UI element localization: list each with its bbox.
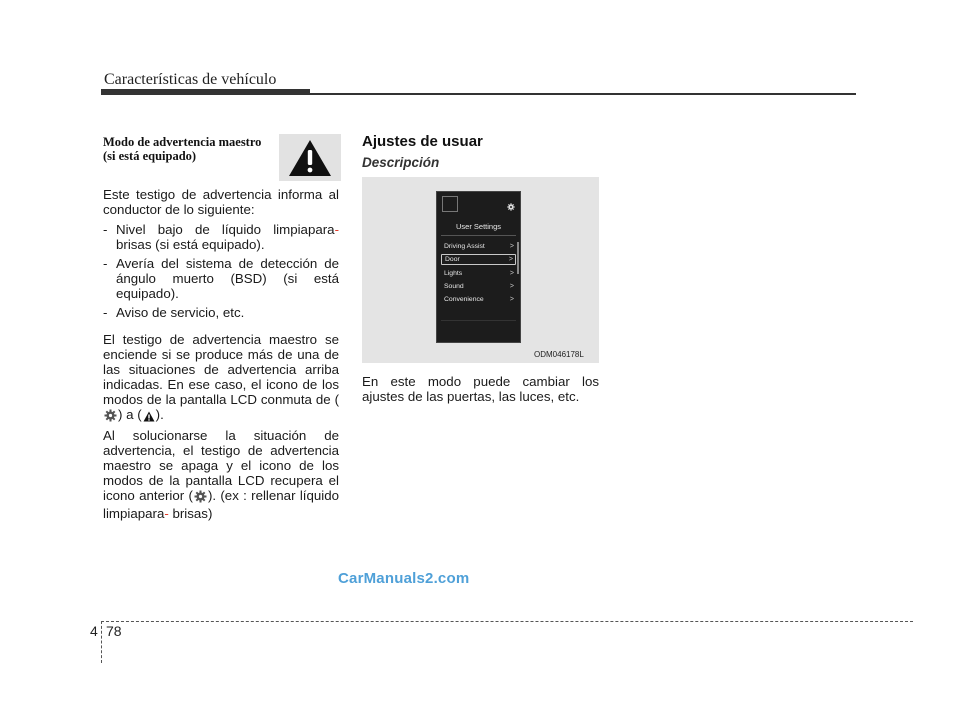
chevron-right-icon: > xyxy=(509,296,514,303)
chevron-right-icon: > xyxy=(509,270,514,277)
chevron-right-icon: > xyxy=(509,243,514,250)
gear-icon xyxy=(194,490,207,506)
gear-icon xyxy=(507,198,515,216)
menu-item-door[interactable]: Door > xyxy=(441,254,516,265)
paragraph-lcd-switch: El testigo de advertencia maestro se enciende si se produce más de una de las situaciones de advertencia arriba indicadas. En ese caso, el icono de los modos de la pantalla LCD conmuta de () a ( ). xyxy=(103,332,339,425)
page-header-title: Características de vehículo xyxy=(104,71,277,88)
gear-icon xyxy=(104,409,117,425)
menu-item-sound[interactable]: Sound > xyxy=(444,283,514,290)
master-warning-illustration xyxy=(279,134,341,181)
header-rule-thick xyxy=(101,89,310,95)
screen-bottom-divider xyxy=(441,320,516,321)
list-item: - Aviso de servicio, etc. xyxy=(103,305,245,320)
lcd-screen xyxy=(436,191,521,343)
page-number: 78 xyxy=(106,623,122,639)
watermark-link[interactable]: CarManuals2.com xyxy=(338,570,470,587)
footer-divider-vertical xyxy=(101,621,102,663)
figure-code: ODM046178L xyxy=(534,350,584,359)
section-subtitle: Descripción xyxy=(362,155,440,170)
intro-paragraph: Este testigo de advertencia informa al conductor de lo siguiente: xyxy=(103,187,339,217)
mode-icon-box xyxy=(442,196,458,212)
chapter-number: 4 xyxy=(90,623,98,639)
warning-triangle-icon xyxy=(143,410,155,425)
menu-item-convenience[interactable]: Convenience > xyxy=(444,296,514,303)
warning-list xyxy=(103,222,339,324)
list-item: - Nivel bajo de líquido limpiapara- brisas (si está equipado). xyxy=(103,222,339,252)
chevron-right-icon: > xyxy=(508,256,513,263)
list-item: - Avería del sistema de detección de ángulo muerto (BSD) (si está equipado). xyxy=(103,256,339,301)
section-title: Ajustes de usuar xyxy=(362,133,483,150)
paragraph-warning-resolved: Al solucionarse la situación de advertencia, el testigo de advertencia maestro se apaga y el icono de los modos de la pantalla LCD recupera el icono anterior ( ). (ex : rellenar líquido limpiapara- brisas) xyxy=(103,428,339,521)
screen-divider xyxy=(441,235,516,236)
master-warning-subheading: Modo de advertencia maestro (si está equipado) xyxy=(103,135,262,163)
menu-item-lights[interactable]: Lights > xyxy=(444,270,514,277)
chevron-right-icon: > xyxy=(509,283,514,290)
scrollbar[interactable] xyxy=(517,242,519,274)
menu-item-driving-assist[interactable]: Driving Assist > xyxy=(444,243,514,250)
user-settings-paragraph: En este modo puede cambiar los ajustes de las puertas, las luces, etc. xyxy=(362,374,599,404)
warning-triangle-icon xyxy=(287,138,333,178)
footer-divider xyxy=(101,621,913,622)
screen-title: User Settings xyxy=(455,222,502,231)
header-rule-thin xyxy=(310,93,856,95)
